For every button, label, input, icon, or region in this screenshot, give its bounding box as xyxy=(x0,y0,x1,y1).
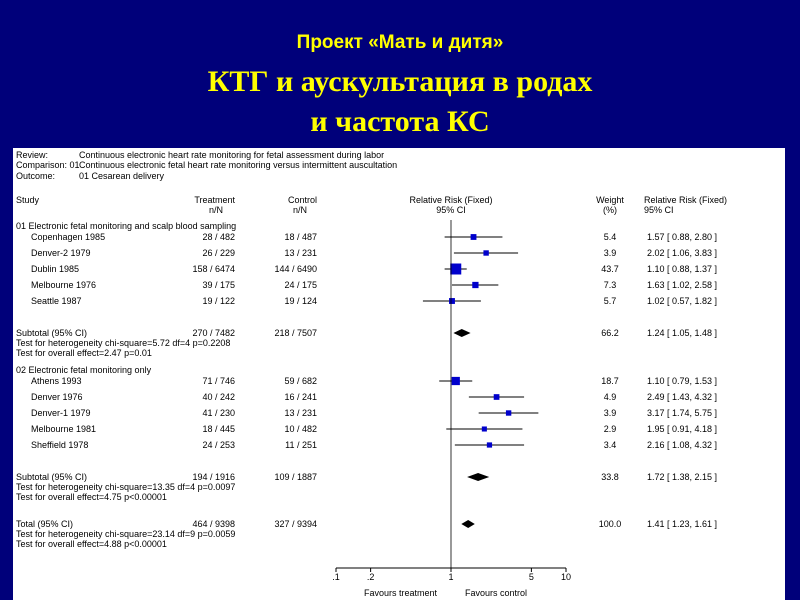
subtotal-weight: 33.8 xyxy=(601,472,619,482)
total-diamond xyxy=(461,520,474,528)
x-axis-tick-label: .1 xyxy=(332,572,340,582)
control-count: 10 / 482 xyxy=(284,424,317,434)
study-rr: 3.17 [ 1.74, 5.75 ] xyxy=(647,408,718,418)
favours-treatment-label: Favours treatment xyxy=(363,588,437,598)
study-rr: 1.10 [ 0.88, 1.37 ] xyxy=(647,264,718,274)
study-rr: 2.02 [ 1.06, 3.83 ] xyxy=(647,248,718,258)
slide-title-line-1: КТГ и аускультация в родах xyxy=(207,65,593,98)
project-title: Проект «Мать и дитя» xyxy=(296,32,504,53)
favours-control-label: Favours control xyxy=(465,588,528,598)
control-count: 24 / 175 xyxy=(284,280,317,290)
study-weight: 5.4 xyxy=(603,232,617,242)
control-count: 19 / 124 xyxy=(284,296,317,306)
treatment-count: 158 / 6474 xyxy=(192,264,235,274)
control-count: 16 / 241 xyxy=(284,392,317,402)
study-weight: 2.9 xyxy=(603,424,617,434)
subtotal-rr: 1.24 [ 1.05, 1.48 ] xyxy=(647,328,718,338)
total-overall-effect-test: Test for overall effect=4.88 p<0.00001 xyxy=(16,539,167,549)
heterogeneity-test: Test for heterogeneity chi-square=13.35 df=4 p=0.0097 xyxy=(16,482,236,492)
forest-plot-panel xyxy=(13,148,785,600)
study-name: Athens 1993 xyxy=(31,376,82,386)
column-header-treatment: Treatment xyxy=(194,195,235,205)
effect-square xyxy=(506,410,511,415)
control-count: 18 / 487 xyxy=(284,232,317,242)
control-count: 13 / 231 xyxy=(284,248,317,258)
effect-square xyxy=(494,394,500,400)
overall-effect-test: Test for overall effect=4.75 p<0.00001 xyxy=(16,492,167,502)
subtotal-rr: 1.72 [ 1.38, 2.15 ] xyxy=(647,472,718,482)
overall-effect-test: Test for overall effect=2.47 p=0.01 xyxy=(16,348,152,358)
outcome-label: Outcome: xyxy=(16,171,56,181)
column-header-weight-unit: (%) xyxy=(603,205,617,215)
study-weight: 3.4 xyxy=(603,440,617,450)
effect-square xyxy=(452,377,460,385)
treatment-count: 18 / 445 xyxy=(202,424,235,434)
control-count: 59 / 682 xyxy=(284,376,317,386)
review-label: Review: xyxy=(16,150,49,160)
study-rr: 1.63 [ 1.02, 2.58 ] xyxy=(647,280,718,290)
study-name: Denver 1976 xyxy=(31,392,83,402)
column-header-study: Study xyxy=(16,195,40,205)
study-name: Copenhagen 1985 xyxy=(31,232,106,242)
subtotal-label: Subtotal (95% CI) xyxy=(16,472,88,482)
group-heading: 01 Electronic fetal monitoring and scalp blood sampling xyxy=(16,221,237,231)
study-weight: 3.9 xyxy=(603,408,617,418)
study-weight: 4.9 xyxy=(603,392,617,402)
study-rr: 2.16 [ 1.08, 4.32 ] xyxy=(647,440,718,450)
study-weight: 5.7 xyxy=(603,296,617,306)
total-label: Total (95% CI) xyxy=(16,519,74,529)
study-name: Dublin 1985 xyxy=(31,264,80,274)
total-control: 327 / 9394 xyxy=(274,519,317,529)
treatment-count: 39 / 175 xyxy=(202,280,235,290)
subtotal-control: 109 / 1887 xyxy=(274,472,317,482)
subtotal-treatment: 270 / 7482 xyxy=(192,328,235,338)
control-count: 11 / 251 xyxy=(285,440,317,450)
outcome-text: 01 Cesarean delivery xyxy=(79,171,165,181)
subtotal-diamond xyxy=(453,329,470,337)
x-axis-tick-label: 1 xyxy=(448,572,454,582)
effect-square xyxy=(482,426,487,431)
study-name: Melbourne 1976 xyxy=(31,280,97,290)
total-treatment: 464 / 9398 xyxy=(192,519,235,529)
column-header-rr-plot-ci: 95% CI xyxy=(436,205,466,215)
column-header-rr-plot: Relative Risk (Fixed) xyxy=(409,195,493,205)
total-weight: 100.0 xyxy=(598,519,622,529)
effect-square xyxy=(472,282,478,288)
comparison-text: Continuous electronic fetal heart rate monitoring versus intermittent auscultation xyxy=(79,160,398,170)
comparison-label: Comparison: 01 xyxy=(16,160,80,170)
control-count: 144 / 6490 xyxy=(274,264,317,274)
treatment-count: 40 / 242 xyxy=(202,392,235,402)
subtotal-weight: 66.2 xyxy=(601,328,619,338)
column-header-rr: Relative Risk (Fixed) xyxy=(644,195,728,205)
study-rr: 1.02 [ 0.57, 1.82 ] xyxy=(647,296,718,306)
study-weight: 43.7 xyxy=(601,264,619,274)
study-name: Seattle 1987 xyxy=(31,296,82,306)
effect-square xyxy=(449,298,455,304)
treatment-count: 19 / 122 xyxy=(202,296,235,306)
control-count: 13 / 231 xyxy=(284,408,317,418)
effect-square xyxy=(487,442,492,447)
study-weight: 7.3 xyxy=(603,280,617,290)
study-name: Sheffield 1978 xyxy=(31,440,89,450)
study-name: Melbourne 1981 xyxy=(31,424,97,434)
column-header-control: Control xyxy=(287,195,317,205)
column-header-control-unit: n/N xyxy=(292,205,307,215)
study-name: Denver-1 1979 xyxy=(31,408,91,418)
subtotal-treatment: 194 / 1916 xyxy=(192,472,235,482)
total-heterogeneity-test: Test for heterogeneity chi-square=23.14 df=9 p=0.0059 xyxy=(16,529,236,539)
group-heading: 02 Electronic fetal monitoring only xyxy=(16,365,152,375)
treatment-count: 28 / 482 xyxy=(202,232,235,242)
treatment-count: 41 / 230 xyxy=(202,408,235,418)
slide-title-line-2: и частота КС xyxy=(310,105,490,138)
column-header-rr-ci: 95% CI xyxy=(644,205,674,215)
study-rr: 2.49 [ 1.43, 4.32 ] xyxy=(647,392,718,402)
x-axis-tick-label: 10 xyxy=(560,572,572,582)
total-rr: 1.41 [ 1.23, 1.61 ] xyxy=(647,519,718,529)
column-header-weight: Weight xyxy=(596,195,624,205)
x-axis-tick-label: 5 xyxy=(528,572,534,582)
effect-square xyxy=(450,264,461,275)
treatment-count: 24 / 253 xyxy=(202,440,235,450)
subtotal-label: Subtotal (95% CI) xyxy=(16,328,88,338)
study-rr: 1.57 [ 0.88, 2.80 ] xyxy=(647,232,718,242)
review-text: Continuous electronic heart rate monitoring for fetal assessment during labor xyxy=(79,150,385,160)
forest-plot xyxy=(13,148,785,600)
x-axis-tick-label: .2 xyxy=(366,572,375,582)
study-weight: 18.7 xyxy=(601,376,619,386)
subtotal-control: 218 / 7507 xyxy=(274,328,317,338)
effect-square xyxy=(483,250,488,255)
column-header-treatment-unit: n/N xyxy=(208,205,223,215)
treatment-count: 26 / 229 xyxy=(202,248,235,258)
study-name: Denver-2 1979 xyxy=(31,248,91,258)
study-weight: 3.9 xyxy=(603,248,617,258)
treatment-count: 71 / 746 xyxy=(202,376,235,386)
subtotal-diamond xyxy=(467,473,489,481)
effect-square xyxy=(471,234,477,240)
study-rr: 1.10 [ 0.79, 1.53 ] xyxy=(647,376,718,386)
heterogeneity-test: Test for heterogeneity chi-square=5.72 df=4 p=0.2208 xyxy=(16,338,231,348)
study-rr: 1.95 [ 0.91, 4.18 ] xyxy=(647,424,718,434)
